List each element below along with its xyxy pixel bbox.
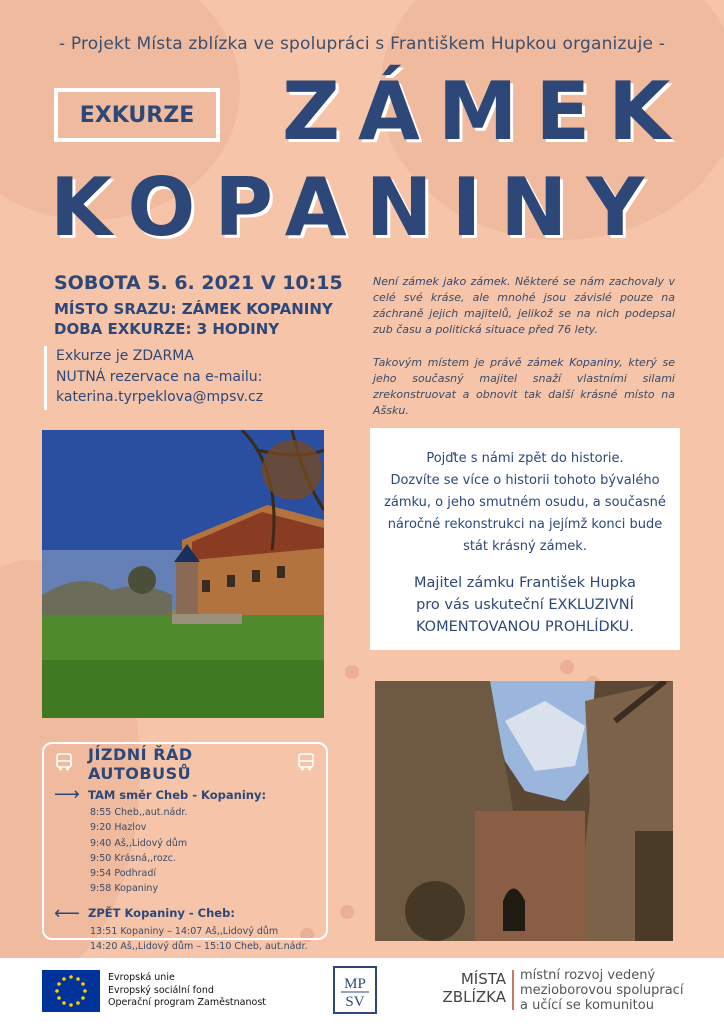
castle-exterior-photo — [42, 430, 324, 718]
footer — [0, 958, 724, 1024]
mz-tagline-line: a učící se komunitou — [520, 998, 654, 1013]
list-item: 9:58 Kopaniny — [90, 883, 159, 895]
mz-tagline-line: mezioborovou spoluprací — [520, 983, 684, 998]
eu-line: Operační program Zaměstnanost — [108, 997, 267, 1008]
invite-line: Dozvíte se více o historii tohoto bývalého — [390, 473, 660, 488]
event-type-tag: EXKURZE — [54, 88, 220, 142]
list-item: 8:55 Cheb,,aut.nádr. — [90, 807, 188, 818]
title-line-1: ZÁMEK — [282, 65, 689, 158]
story-paragraph-1 — [373, 274, 675, 338]
invite-line: zámku, o jeho smutném osudu, a současné — [384, 495, 666, 510]
mz-tagline-line: místní rozvoj vedený — [520, 968, 656, 983]
story-paragraph-2 — [373, 355, 675, 419]
svg-text:MP: MP — [344, 976, 366, 992]
invite-line: stát krásný zámek. — [463, 539, 587, 554]
mz-logo-line: ZBLÍZKA — [442, 988, 506, 1006]
bus-timetable — [42, 742, 328, 953]
reservation-required-label: NUTNÁ rezervace na e-mailu: — [56, 368, 263, 385]
bus-timetable-header — [54, 745, 316, 783]
background-dot — [345, 665, 359, 679]
arrow-right-icon: ⟶ — [54, 784, 80, 805]
invite-line: náročné rekonstrukci na jejímž konci bude — [387, 517, 663, 532]
eu-line: Evropská unie — [108, 972, 175, 983]
story-text-span: , který se jeho současný majitel snaží vlastními silami zrekonstruovat a obnovit tak další krásné místo na Ašsku. — [373, 356, 675, 417]
bus-icon — [296, 752, 316, 776]
list-item: 9:20 Hazlov — [90, 822, 147, 834]
outbound-header — [54, 784, 316, 805]
background-dot — [340, 905, 354, 919]
outbound-stop-list — [54, 805, 316, 897]
meeting-point: MÍSTO SRAZU: ZÁMEK KOPANINY — [54, 300, 333, 318]
event-date: SOBOTA 5. 6. 2021 V 10:15 — [54, 272, 343, 294]
return-label: ZPĚT Kopaniny - Cheb: — [88, 906, 235, 921]
mpsv-logo — [333, 966, 377, 1014]
mz-logo-line: MÍSTA — [460, 970, 506, 988]
list-item: 9:40 Aš,,Lidový dům — [90, 837, 188, 849]
invite-line: Pojďte s námi zpět do historie. — [426, 451, 624, 466]
intro-line: - Projekt Místa zblízka ve spolupráci s Františkem Hupkou organizuje - — [58, 34, 666, 54]
list-item: 9:54 Podhradí — [90, 868, 157, 880]
bus-timetable-title: JÍZDNÍ ŘÁD AUTOBUSŮ — [88, 745, 193, 783]
mista-zblizka-tagline — [520, 968, 683, 1013]
logo-divider — [512, 970, 514, 1010]
story-text-span: Takovým místem je právě — [373, 356, 528, 369]
return-header — [54, 903, 316, 924]
bus-icon — [54, 752, 74, 776]
story-text-span: Některé se nám zachovaly v celé své kráse, ale mnohé jsou závislé pouze na záchraně jejich majitelů, jelikož se na nich podepsal zub času a politická situace před 76 lety. — [373, 275, 675, 336]
mista-zblizka-logo — [430, 970, 506, 1006]
return-stop-list — [54, 924, 316, 955]
invite-owner-line: pro vás uskuteční EXKLUZIVNÍ — [416, 597, 634, 613]
background-dot — [560, 660, 574, 674]
story-text — [373, 274, 675, 436]
list-item: 13:51 Kopaniny – 14:07 Aš,,Lidový dům — [90, 925, 279, 937]
list-item: 14:20 Aš,,Lidový dům – 15:10 Cheb, aut.nádr. — [90, 941, 308, 953]
castle-ruins-photo — [375, 681, 673, 941]
story-highlight: Není zámek jako zámek. — [373, 275, 511, 288]
svg-text:SV: SV — [345, 994, 365, 1010]
event-duration: DOBA EXKURZE: 3 HODINY — [54, 320, 280, 338]
invite-owner-line: Majitel zámku František Hupka — [414, 575, 636, 591]
eu-flag-logo — [42, 970, 100, 1012]
list-item: 9:50 Krásná,,rozc. — [90, 852, 176, 864]
eu-line: Evropský sociální fond — [108, 984, 214, 996]
arrow-left-icon: ⟵ — [54, 902, 80, 924]
story-highlight: zámek Kopaniny — [527, 356, 620, 369]
invitation-box — [370, 428, 680, 650]
reservation-info — [44, 346, 294, 410]
outbound-label: TAM směr Cheb - Kopaniny: — [88, 787, 267, 802]
title-line-2: KOPANINY — [50, 161, 664, 254]
invite-owner-line: KOMENTOVANOU PROHLÍDKU. — [415, 619, 635, 635]
eu-text — [108, 972, 266, 1010]
reservation-email-link[interactable]: katerina.tyrpeklova@mpsv.cz — [56, 389, 264, 405]
reservation-free-label: Exkurze je ZDARMA — [56, 348, 194, 364]
